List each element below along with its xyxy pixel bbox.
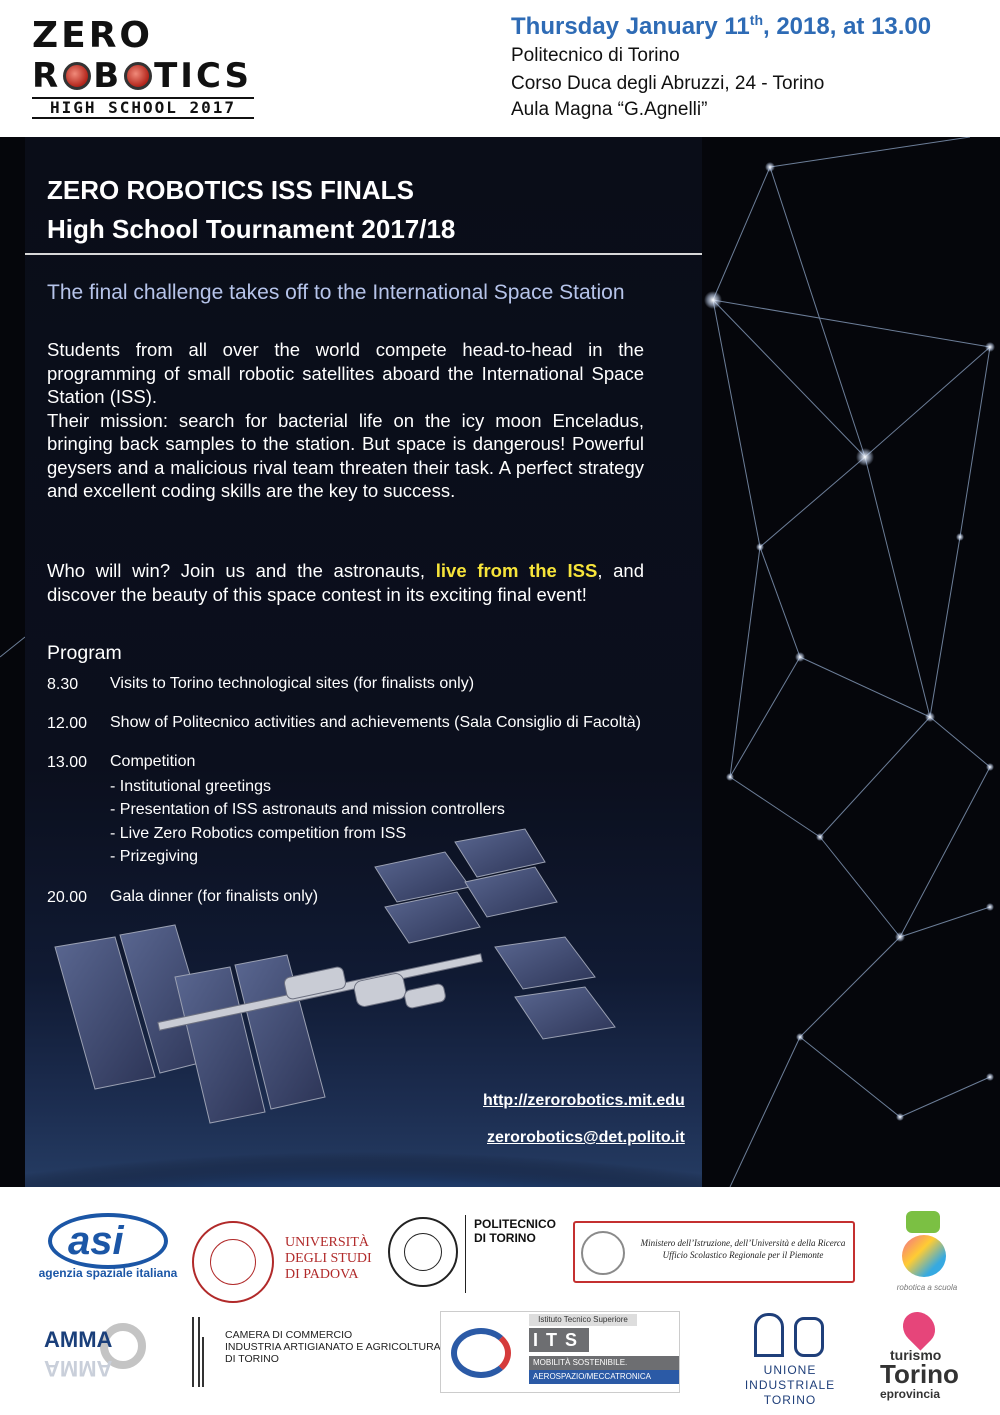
program-subitem: - Live Zero Robotics competition from ISS — [110, 825, 407, 842]
padova-name: UNIVERSITÀ DEGLI STUDI DI PADOVA — [285, 1235, 372, 1282]
robot-ball-icon — [124, 62, 152, 90]
event-room: Aula Magna “G.Agnelli” — [511, 99, 708, 120]
polito-divider — [465, 1215, 466, 1293]
miur-logo: Ministero dell’Istruzione, dell’Università e della Ricerca Ufficio Scolastico Regionale per il Piemonte — [573, 1221, 855, 1283]
program-time: 8.30 — [47, 676, 79, 693]
program-heading: Program — [47, 642, 122, 664]
email-link[interactable]: zerorobotics@det.polito.it — [487, 1129, 685, 1146]
location-pin-icon — [896, 1305, 941, 1350]
amma-logo: AMMA AMMA — [44, 1317, 154, 1387]
tagline: The final challenge takes off to the International Space Station — [47, 281, 625, 304]
padova-seal-icon — [192, 1221, 274, 1303]
zero-robotics-logo-subtitle: HIGH SCHOOL 2017 — [32, 97, 254, 119]
turismo-torino-logo: turismo Torino eprovincia — [876, 1311, 986, 1401]
program-item: Visits to Torino technological sites (for finalists only) — [110, 675, 475, 692]
poster-subtitle-title: High School Tournament 2017/18 — [47, 214, 456, 244]
its-logo: Istituto Tecnico Superiore ITS MOBILITÀ SOSTENIBILE. AEROSPAZIO/MECCATRONICA — [440, 1311, 680, 1393]
unione-industriale-emblem-icon — [750, 1313, 830, 1361]
event-address: Corso Duca degli Abruzzi, 24 - Torino — [511, 73, 825, 94]
program-time: 13.00 — [47, 754, 88, 771]
header — [0, 0, 1000, 137]
asi-logo: asi agenzia spaziale italiana — [38, 1213, 178, 1293]
program-subitem: - Institutional greetings — [110, 778, 271, 795]
zero-robotics-logo-line1: ZERO — [32, 15, 154, 56]
zero-robotics-logo-line2: R B TICS — [32, 56, 253, 96]
invitation-paragraph: Who will win? Join us and the astronauts, live from the ISS, and discover the beauty of this space contest in its exciting final event! — [47, 560, 644, 605]
robot-mascot-icon — [898, 1211, 952, 1281]
website-link[interactable]: http://zerorobotics.mit.edu — [483, 1092, 685, 1109]
live-highlight: live from the ISS — [435, 560, 598, 581]
title-divider — [25, 253, 702, 255]
camera-commercio-name: CAMERA DI COMMERCIO INDUSTRIA ARTIGIANATO E AGRICOLTURA DI TORINO — [225, 1329, 441, 1365]
event-venue: Politecnico di Torino — [511, 45, 680, 66]
camera-tower-icon — [192, 1317, 212, 1387]
robot-ball-icon — [63, 62, 91, 90]
emblem-icon — [581, 1231, 625, 1275]
program-item: Gala dinner (for finalists only) — [110, 888, 319, 905]
poster-title: ZERO ROBOTICS ISS FINALS — [47, 175, 414, 205]
program-item: Show of Politecnico activities and achievements (Sala Consiglio di Facoltà) — [110, 714, 641, 731]
event-date: Thursday January 11th, 2018, at 13.00 — [511, 12, 932, 40]
main-poster — [0, 137, 1000, 1187]
program-subitem: - Prizegiving — [110, 848, 199, 865]
description-paragraph: Students from all over the world compete head-to-head in the programming of small robotic satellites aboard the International Space Station (ISS). Their mission: search for bacterial life on the icy moon Enceladus, bringing back samples to the station. But space is dangerous! Powerful geysers and a malicious rival team threaten their task. A perfect strategy and excellent coding skills are the key to success. — [47, 339, 644, 501]
unione-industriale-name: UNIONE INDUSTRIALE TORINO — [744, 1363, 836, 1407]
program-time: 20.00 — [47, 889, 88, 906]
sponsor-logos — [0, 1187, 1000, 1415]
robotica-label: robotica a scuola — [896, 1283, 958, 1292]
program-item: Competition — [110, 753, 196, 770]
polito-name: POLITECNICO DI TORINO — [474, 1217, 557, 1245]
program-time: 12.00 — [47, 715, 88, 732]
program-subitem: - Presentation of ISS astronauts and mission controllers — [110, 801, 505, 818]
polito-seal-icon — [388, 1217, 458, 1287]
